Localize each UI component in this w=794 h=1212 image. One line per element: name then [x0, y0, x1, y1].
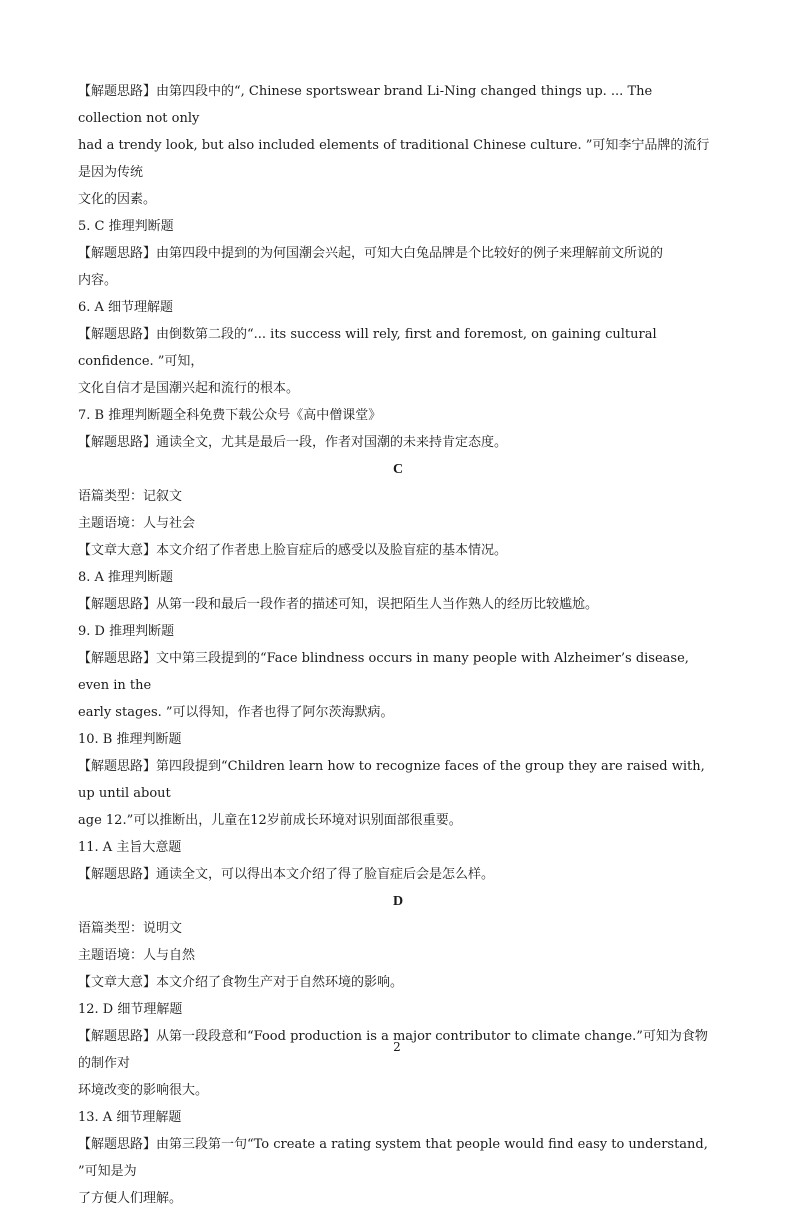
text-line: 【解题思路】从第一段和最后一段作者的描述可知，误把陌生人当作熟人的经历比较尴尬。 [78, 597, 599, 612]
text-line: early stages. ”可以得知，作者也得了阿尔茨海默病。 [78, 705, 394, 720]
question-heading: 9. D 推理判断题 [78, 624, 175, 639]
text-line: 【解题思路】由第四段中的“, Chinese sportswear brand Li-Ning changed things up. ... The collection not only [78, 84, 653, 126]
text-line: 文化的因素。 [78, 192, 157, 207]
question-heading: 7. B 推理判断题全科免费下载公众号《高中僧课堂》 [78, 408, 382, 423]
text-line: 【解题思路】文中第三段提到的“Face blindness occurs in many people with Alzheimer’s disease, even in the [78, 651, 689, 693]
question-heading: 13. A 细节理解题 [78, 1110, 182, 1125]
text-line: 【解题思路】从第一段段意和“Food production is a major contributor to climate change.”可知为食物的制作对 [78, 1029, 708, 1071]
page-number: 2 [393, 1040, 401, 1054]
question-heading: 10. B 推理判断题 [78, 732, 182, 747]
text-line: 【解题思路】由第三段第一句“To create a rating system that people would find easy to understand, ”可知是为 [78, 1137, 708, 1179]
text-line: 【解题思路】通读全文，可以得出本文介绍了得了脸盲症后会是怎么样。 [78, 867, 495, 882]
question-heading: 6. A 细节理解题 [78, 300, 174, 315]
text-line: 【文章大意】本文介绍了食物生产对于自然环境的影响。 [78, 975, 404, 990]
text-line: had a trendy look, but also included elements of traditional Chinese culture. ”可知李宁品牌的流行是因为传统 [78, 138, 710, 180]
text-line: 文化自信才是国潮兴起和流行的根本。 [78, 381, 300, 396]
text-line: 主题语境：人与自然 [78, 948, 196, 963]
text-line: 环境改变的影响很大。 [78, 1083, 209, 1098]
question-heading: 11. A 主旨大意题 [78, 840, 182, 855]
section-heading-c: C [392, 462, 404, 477]
text-line: 【解题思路】由第四段中提到的为何国潮会兴起，可知大白兔品牌是个比较好的例子来理解前文所说的 [78, 246, 664, 261]
text-line: 主题语境：人与社会 [78, 516, 196, 531]
text-line: 【解题思路】第四段提到“Children learn how to recognize faces of the group they are raised with, up until about [78, 759, 705, 801]
question-heading: 8. A 推理判断题 [78, 570, 174, 585]
text-line: 内容。 [78, 273, 118, 288]
section-heading-d: D [392, 894, 404, 909]
text-line: 了方便人们理解。 [78, 1191, 183, 1206]
question-heading: 5. C 推理判断题 [78, 219, 174, 234]
text-line: 【文章大意】本文介绍了作者患上脸盲症后的感受以及脸盲症的基本情况。 [78, 543, 508, 558]
text-line: age 12.”可以推断出，儿童在12岁前成长环境对识别面部很重要。 [78, 813, 462, 828]
text-line: 语篇类型：说明文 [78, 921, 183, 936]
text-line: 【解题思路】通读全文，尤其是最后一段，作者对国潮的未来持肯定态度。 [78, 435, 508, 450]
text-line: 语篇类型：记叙文 [78, 489, 183, 504]
question-heading: 12. D 细节理解题 [78, 1002, 183, 1017]
text-line: 【解题思路】由倒数第二段的“... its success will rely, first and foremost, on gaining cultural confidence. ”可知， [78, 327, 657, 369]
